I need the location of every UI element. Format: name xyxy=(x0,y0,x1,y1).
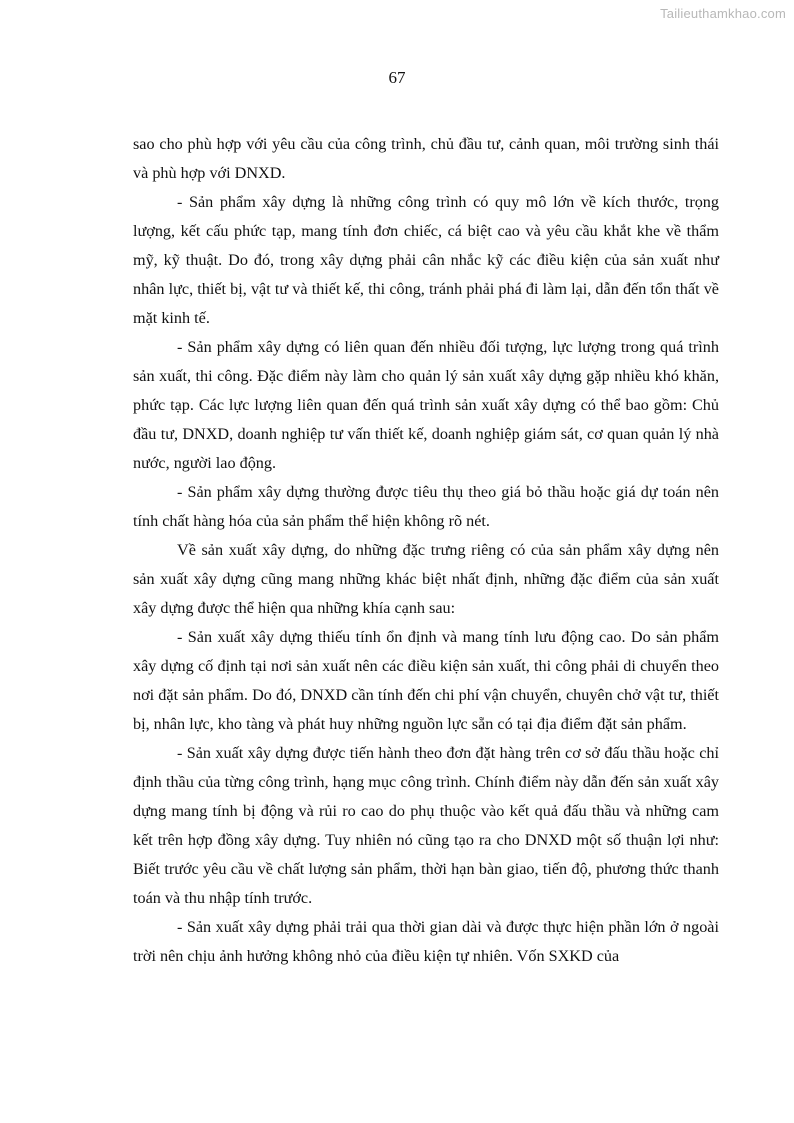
paragraph: Về sản xuất xây dựng, do những đặc trưng riêng có của sản phẩm xây dựng nên sản xuất xây dựng cũng mang những khác biệt nhất định, những đặc điểm của sản xuất xây dựng được thể hiện qua những khía cạnh sau: xyxy=(133,541,719,617)
page-number: 67 xyxy=(388,68,406,87)
watermark: Tailieuthamkhao.com xyxy=(660,6,786,21)
paragraph: - Sản phẩm xây dựng có liên quan đến nhiều đối tượng, lực lượng trong quá trình sản xuất, thi công. Đặc điểm này làm cho quản lý sản xuất xây dựng gặp nhiều khó khăn, phức tạp. Các lực lượng liên quan đến quá trình sản xuất xây dựng có thể bao gồm: Chủ đầu tư, DNXD, doanh nghiệp tư vấn thiết kế, doanh nghiệp giám sát, cơ quan quản lý nhà nước, người lao động. xyxy=(133,338,719,472)
paragraph: - Sản phẩm xây dựng thường được tiêu thụ theo giá bỏ thầu hoặc giá dự toán nên tính chất hàng hóa của sản phẩm thể hiện không rõ nét. xyxy=(133,483,719,530)
paragraph: - Sản xuất xây dựng phải trải qua thời gian dài và được thực hiện phần lớn ở ngoài trời nên chịu ảnh hưởng không nhỏ của điều kiện tự nhiên. Vốn SXKD của xyxy=(133,918,719,965)
document-body xyxy=(133,130,719,971)
paragraph-continuation: sao cho phù hợp với yêu cầu của công trình, chủ đầu tư, cảnh quan, môi trường sinh thái và phù hợp với DNXD. xyxy=(133,135,719,182)
paragraph: - Sản xuất xây dựng thiếu tính ổn định và mang tính lưu động cao. Do sản phẩm xây dựng cố định tại nơi sản xuất nên các điều kiện sản xuất, thi công phải di chuyển theo nơi đặt sản phẩm. Do đó, DNXD cần tính đến chi phí vận chuyển, chuyên chở vật tư, thiết bị, nhân lực, kho tàng và phát huy những nguồn lực sẵn có tại địa điểm đặt sản phẩm. xyxy=(133,628,719,733)
paragraph: - Sản phẩm xây dựng là những công trình có quy mô lớn về kích thước, trọng lượng, kết cấu phức tạp, mang tính đơn chiếc, cá biệt cao và yêu cầu khắt khe về thẩm mỹ, kỹ thuật. Do đó, trong xây dựng phải cân nhắc kỹ các điều kiện của sản xuất như nhân lực, thiết bị, vật tư và thiết kế, thi công, tránh phải phá đi làm lại, dẫn đến tổn thất về mặt kinh tế. xyxy=(133,193,719,327)
paragraph: - Sản xuất xây dựng được tiến hành theo đơn đặt hàng trên cơ sở đấu thầu hoặc chỉ định thầu của từng công trình, hạng mục công trình. Chính điểm này dẫn đến sản xuất xây dựng mang tính bị động và rủi ro cao do phụ thuộc vào kết quả đấu thầu và những cam kết trên hợp đồng xây dựng. Tuy nhiên nó cũng tạo ra cho DNXD một số thuận lợi như: Biết trước yêu cầu về chất lượng sản phẩm, thời hạn bàn giao, tiến độ, phương thức thanh toán và thu nhập tính trước. xyxy=(133,744,719,907)
